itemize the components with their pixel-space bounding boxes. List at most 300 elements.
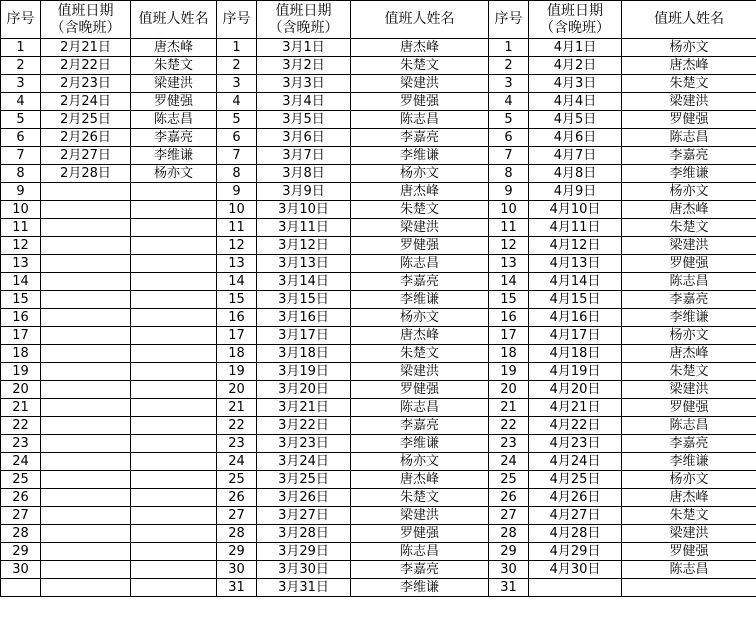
april-date-cell: 4月16日	[529, 309, 622, 327]
february-index-cell: 18	[1, 345, 41, 363]
april-date-cell: 4月7日	[529, 147, 622, 165]
february-date-cell	[41, 525, 131, 543]
april-index-cell: 25	[489, 471, 529, 489]
header-date-text: 值班日期 （含晚班）	[268, 2, 339, 36]
february-index-cell: 26	[1, 489, 41, 507]
april-index-cell: 15	[489, 291, 529, 309]
table-row	[1, 255, 756, 273]
table-row	[1, 237, 756, 255]
march-index-cell: 4	[217, 93, 257, 111]
header-date-apr	[529, 1, 622, 39]
april-name-cell: 朱楚文	[622, 363, 756, 381]
february-index-cell: 8	[1, 165, 41, 183]
march-name-cell: 李维谦	[351, 147, 489, 165]
february-index-cell: 6	[1, 129, 41, 147]
table-row	[1, 471, 756, 489]
march-name-cell: 李嘉亮	[351, 273, 489, 291]
march-date-cell: 3月17日	[257, 327, 351, 345]
april-index-cell: 23	[489, 435, 529, 453]
april-date-cell: 4月25日	[529, 471, 622, 489]
march-date-cell: 3月7日	[257, 147, 351, 165]
february-name-cell: 唐杰峰	[131, 39, 217, 57]
february-name-cell: 陈志昌	[131, 111, 217, 129]
april-index-cell: 30	[489, 561, 529, 579]
march-index-cell: 21	[217, 399, 257, 417]
february-date-cell	[41, 453, 131, 471]
march-index-cell: 24	[217, 453, 257, 471]
february-index-cell: 12	[1, 237, 41, 255]
march-date-cell: 3月24日	[257, 453, 351, 471]
february-index-cell: 28	[1, 525, 41, 543]
february-name-cell	[131, 273, 217, 291]
march-index-cell: 17	[217, 327, 257, 345]
march-name-cell: 罗健强	[351, 93, 489, 111]
march-name-cell: 李维谦	[351, 435, 489, 453]
february-date-cell	[41, 471, 131, 489]
march-index-cell: 6	[217, 129, 257, 147]
february-name-cell	[131, 453, 217, 471]
april-name-cell: 杨亦文	[622, 327, 756, 345]
april-name-cell: 李维谦	[622, 309, 756, 327]
header-date-feb	[41, 1, 131, 39]
february-name-cell	[131, 525, 217, 543]
header-index-mar: 序号	[217, 1, 257, 39]
march-index-cell: 16	[217, 309, 257, 327]
april-date-cell: 4月6日	[529, 129, 622, 147]
april-name-cell: 朱楚文	[622, 507, 756, 525]
april-date-cell: 4月20日	[529, 381, 622, 399]
february-index-cell: 29	[1, 543, 41, 561]
february-name-cell	[131, 237, 217, 255]
march-name-cell: 梁建洪	[351, 507, 489, 525]
march-index-cell: 19	[217, 363, 257, 381]
march-index-cell: 23	[217, 435, 257, 453]
march-name-cell: 朱楚文	[351, 345, 489, 363]
march-date-cell: 3月15日	[257, 291, 351, 309]
february-index-cell: 16	[1, 309, 41, 327]
february-date-cell: 2月25日	[41, 111, 131, 129]
february-name-cell	[131, 507, 217, 525]
february-date-cell	[41, 201, 131, 219]
february-index-cell: 21	[1, 399, 41, 417]
february-date-cell: 2月22日	[41, 57, 131, 75]
february-name-cell: 李维谦	[131, 147, 217, 165]
april-name-cell: 唐杰峰	[622, 201, 756, 219]
february-name-cell	[131, 201, 217, 219]
april-name-cell: 杨亦文	[622, 471, 756, 489]
february-index-cell: 10	[1, 201, 41, 219]
february-name-cell	[131, 381, 217, 399]
april-name-cell: 李嘉亮	[622, 147, 756, 165]
march-index-cell: 12	[217, 237, 257, 255]
table-row	[1, 489, 756, 507]
march-name-cell: 朱楚文	[351, 201, 489, 219]
table-row	[1, 363, 756, 381]
table-row	[1, 129, 756, 147]
table-row	[1, 579, 756, 597]
february-name-cell: 朱楚文	[131, 57, 217, 75]
february-date-cell	[41, 489, 131, 507]
february-index-cell: 7	[1, 147, 41, 165]
table-row	[1, 525, 756, 543]
april-index-cell: 9	[489, 183, 529, 201]
table-row	[1, 201, 756, 219]
february-index-cell: 15	[1, 291, 41, 309]
table-row	[1, 453, 756, 471]
february-index-cell: 25	[1, 471, 41, 489]
table-row	[1, 507, 756, 525]
table-row	[1, 327, 756, 345]
march-date-cell: 3月16日	[257, 309, 351, 327]
table-row	[1, 291, 756, 309]
april-date-cell: 4月22日	[529, 417, 622, 435]
march-date-cell: 3月20日	[257, 381, 351, 399]
april-name-cell: 朱楚文	[622, 219, 756, 237]
february-date-cell	[41, 561, 131, 579]
march-index-cell: 2	[217, 57, 257, 75]
march-name-cell: 梁建洪	[351, 219, 489, 237]
april-name-cell: 李维谦	[622, 165, 756, 183]
february-index-cell: 19	[1, 363, 41, 381]
february-date-cell: 2月23日	[41, 75, 131, 93]
february-index-cell: 2	[1, 57, 41, 75]
february-index-cell: 30	[1, 561, 41, 579]
march-index-cell: 10	[217, 201, 257, 219]
april-index-cell: 21	[489, 399, 529, 417]
march-date-cell: 3月27日	[257, 507, 351, 525]
february-name-cell: 杨亦文	[131, 165, 217, 183]
april-date-cell: 4月12日	[529, 237, 622, 255]
february-name-cell: 梁建洪	[131, 75, 217, 93]
february-date-cell	[41, 183, 131, 201]
april-name-cell	[622, 579, 756, 597]
february-date-cell	[41, 327, 131, 345]
april-index-cell: 20	[489, 381, 529, 399]
header-index-apr: 序号	[489, 1, 529, 39]
march-index-cell: 13	[217, 255, 257, 273]
march-index-cell: 1	[217, 39, 257, 57]
roster-body	[1, 39, 756, 597]
february-index-cell: 17	[1, 327, 41, 345]
march-name-cell: 梁建洪	[351, 75, 489, 93]
table-row	[1, 543, 756, 561]
april-index-cell: 4	[489, 93, 529, 111]
april-index-cell: 22	[489, 417, 529, 435]
april-date-cell: 4月4日	[529, 93, 622, 111]
april-name-cell: 梁建洪	[622, 525, 756, 543]
march-index-cell: 31	[217, 579, 257, 597]
february-date-cell	[41, 255, 131, 273]
april-name-cell: 杨亦文	[622, 183, 756, 201]
april-name-cell: 陈志昌	[622, 417, 756, 435]
march-name-cell: 李嘉亮	[351, 417, 489, 435]
february-index-cell: 23	[1, 435, 41, 453]
february-name-cell	[131, 543, 217, 561]
header-date-text: 值班日期 （含晚班）	[540, 2, 610, 36]
april-name-cell: 梁建洪	[622, 93, 756, 111]
april-name-cell: 罗健强	[622, 399, 756, 417]
february-name-cell	[131, 363, 217, 381]
february-date-cell	[41, 363, 131, 381]
february-name-cell	[131, 417, 217, 435]
april-date-cell: 4月15日	[529, 291, 622, 309]
april-index-cell: 31	[489, 579, 529, 597]
march-name-cell: 唐杰峰	[351, 327, 489, 345]
march-name-cell: 朱楚文	[351, 57, 489, 75]
march-name-cell: 朱楚文	[351, 489, 489, 507]
april-date-cell: 4月29日	[529, 543, 622, 561]
march-name-cell: 杨亦文	[351, 165, 489, 183]
february-index-cell: 4	[1, 93, 41, 111]
april-index-cell: 11	[489, 219, 529, 237]
march-index-cell: 28	[217, 525, 257, 543]
february-name-cell	[131, 471, 217, 489]
april-index-cell: 1	[489, 39, 529, 57]
header-index-feb: 序号	[1, 1, 41, 39]
march-name-cell: 陈志昌	[351, 543, 489, 561]
february-index-cell: 14	[1, 273, 41, 291]
april-name-cell: 朱楚文	[622, 75, 756, 93]
february-index-cell: 27	[1, 507, 41, 525]
table-row	[1, 147, 756, 165]
april-date-cell: 4月11日	[529, 219, 622, 237]
april-date-cell: 4月5日	[529, 111, 622, 129]
march-date-cell: 3月1日	[257, 39, 351, 57]
april-date-cell: 4月23日	[529, 435, 622, 453]
table-row	[1, 345, 756, 363]
april-date-cell: 4月14日	[529, 273, 622, 291]
april-name-cell: 陈志昌	[622, 129, 756, 147]
february-date-cell: 2月21日	[41, 39, 131, 57]
april-index-cell: 29	[489, 543, 529, 561]
march-date-cell: 3月8日	[257, 165, 351, 183]
february-name-cell	[131, 183, 217, 201]
march-date-cell: 3月30日	[257, 561, 351, 579]
march-index-cell: 14	[217, 273, 257, 291]
table-row	[1, 399, 756, 417]
header-date-mar	[257, 1, 351, 39]
table-row	[1, 219, 756, 237]
february-index-cell: 20	[1, 381, 41, 399]
april-index-cell: 14	[489, 273, 529, 291]
april-name-cell: 唐杰峰	[622, 345, 756, 363]
april-index-cell: 10	[489, 201, 529, 219]
march-index-cell: 11	[217, 219, 257, 237]
table-row	[1, 417, 756, 435]
april-date-cell: 4月3日	[529, 75, 622, 93]
february-name-cell	[131, 561, 217, 579]
march-name-cell: 陈志昌	[351, 399, 489, 417]
march-date-cell: 3月31日	[257, 579, 351, 597]
april-index-cell: 24	[489, 453, 529, 471]
table-row	[1, 435, 756, 453]
table-row	[1, 75, 756, 93]
april-index-cell: 18	[489, 345, 529, 363]
april-index-cell: 5	[489, 111, 529, 129]
april-index-cell: 13	[489, 255, 529, 273]
april-index-cell: 7	[489, 147, 529, 165]
april-index-cell: 17	[489, 327, 529, 345]
april-index-cell: 8	[489, 165, 529, 183]
february-date-cell	[41, 291, 131, 309]
april-date-cell: 4月17日	[529, 327, 622, 345]
march-name-cell: 陈志昌	[351, 111, 489, 129]
march-date-cell: 3月19日	[257, 363, 351, 381]
april-name-cell: 罗健强	[622, 255, 756, 273]
april-name-cell: 唐杰峰	[622, 489, 756, 507]
march-date-cell: 3月9日	[257, 183, 351, 201]
april-index-cell: 12	[489, 237, 529, 255]
february-date-cell	[41, 237, 131, 255]
february-date-cell	[41, 273, 131, 291]
february-index-cell: 5	[1, 111, 41, 129]
february-date-cell	[41, 345, 131, 363]
april-name-cell: 杨亦文	[622, 39, 756, 57]
march-name-cell: 杨亦文	[351, 453, 489, 471]
march-index-cell: 15	[217, 291, 257, 309]
march-date-cell: 3月12日	[257, 237, 351, 255]
april-index-cell: 19	[489, 363, 529, 381]
header-name-apr: 值班人姓名	[622, 1, 756, 39]
april-date-cell: 4月13日	[529, 255, 622, 273]
april-index-cell: 6	[489, 129, 529, 147]
february-name-cell: 罗健强	[131, 93, 217, 111]
march-date-cell: 3月21日	[257, 399, 351, 417]
table-row	[1, 309, 756, 327]
header-name-mar: 值班人姓名	[351, 1, 489, 39]
february-date-cell	[41, 543, 131, 561]
february-index-cell: 22	[1, 417, 41, 435]
march-index-cell: 9	[217, 183, 257, 201]
april-date-cell: 4月1日	[529, 39, 622, 57]
february-name-cell	[131, 399, 217, 417]
march-index-cell: 27	[217, 507, 257, 525]
april-date-cell: 4月10日	[529, 201, 622, 219]
march-index-cell: 3	[217, 75, 257, 93]
header-row	[1, 1, 756, 39]
march-index-cell: 30	[217, 561, 257, 579]
table-row	[1, 273, 756, 291]
march-date-cell: 3月11日	[257, 219, 351, 237]
march-index-cell: 7	[217, 147, 257, 165]
february-name-cell: 李嘉亮	[131, 129, 217, 147]
march-name-cell: 李维谦	[351, 579, 489, 597]
march-name-cell: 唐杰峰	[351, 183, 489, 201]
march-date-cell: 3月14日	[257, 273, 351, 291]
february-name-cell	[131, 435, 217, 453]
table-row	[1, 561, 756, 579]
april-date-cell: 4月19日	[529, 363, 622, 381]
february-date-cell	[41, 435, 131, 453]
april-name-cell: 李维谦	[622, 453, 756, 471]
february-date-cell	[41, 219, 131, 237]
table-row	[1, 183, 756, 201]
march-name-cell: 唐杰峰	[351, 39, 489, 57]
april-date-cell: 4月21日	[529, 399, 622, 417]
table-row	[1, 111, 756, 129]
february-index-cell: 1	[1, 39, 41, 57]
table-row	[1, 39, 756, 57]
april-index-cell: 16	[489, 309, 529, 327]
february-date-cell: 2月24日	[41, 93, 131, 111]
march-date-cell: 3月13日	[257, 255, 351, 273]
february-index-cell: 11	[1, 219, 41, 237]
april-date-cell: 4月2日	[529, 57, 622, 75]
march-name-cell: 杨亦文	[351, 309, 489, 327]
march-name-cell: 李嘉亮	[351, 129, 489, 147]
april-date-cell: 4月27日	[529, 507, 622, 525]
march-name-cell: 李维谦	[351, 291, 489, 309]
march-name-cell: 罗健强	[351, 381, 489, 399]
april-index-cell: 28	[489, 525, 529, 543]
february-date-cell	[41, 507, 131, 525]
april-date-cell: 4月28日	[529, 525, 622, 543]
march-date-cell: 3月5日	[257, 111, 351, 129]
february-name-cell	[131, 255, 217, 273]
april-date-cell: 4月24日	[529, 453, 622, 471]
april-name-cell: 李嘉亮	[622, 435, 756, 453]
february-index-cell	[1, 579, 41, 597]
february-index-cell: 9	[1, 183, 41, 201]
header-name-feb: 值班人姓名	[131, 1, 217, 39]
april-date-cell: 4月18日	[529, 345, 622, 363]
march-date-cell: 3月10日	[257, 201, 351, 219]
april-name-cell: 梁建洪	[622, 381, 756, 399]
february-date-cell	[41, 399, 131, 417]
march-index-cell: 20	[217, 381, 257, 399]
february-index-cell: 3	[1, 75, 41, 93]
april-date-cell	[529, 579, 622, 597]
february-name-cell	[131, 219, 217, 237]
february-name-cell	[131, 579, 217, 597]
february-date-cell: 2月27日	[41, 147, 131, 165]
table-row	[1, 381, 756, 399]
march-date-cell: 3月26日	[257, 489, 351, 507]
march-name-cell: 李嘉亮	[351, 561, 489, 579]
march-index-cell: 5	[217, 111, 257, 129]
april-index-cell: 2	[489, 57, 529, 75]
march-date-cell: 3月28日	[257, 525, 351, 543]
april-name-cell: 唐杰峰	[622, 57, 756, 75]
march-name-cell: 梁建洪	[351, 363, 489, 381]
march-index-cell: 25	[217, 471, 257, 489]
april-index-cell: 26	[489, 489, 529, 507]
february-date-cell	[41, 417, 131, 435]
header-date-text: 值班日期 （含晚班）	[50, 2, 121, 36]
february-name-cell	[131, 345, 217, 363]
april-date-cell: 4月8日	[529, 165, 622, 183]
march-date-cell: 3月2日	[257, 57, 351, 75]
march-date-cell: 3月25日	[257, 471, 351, 489]
april-name-cell: 罗健强	[622, 111, 756, 129]
april-name-cell: 罗健强	[622, 543, 756, 561]
march-name-cell: 陈志昌	[351, 255, 489, 273]
february-date-cell	[41, 381, 131, 399]
table-row	[1, 93, 756, 111]
april-name-cell: 陈志昌	[622, 561, 756, 579]
march-date-cell: 3月22日	[257, 417, 351, 435]
march-date-cell: 3月29日	[257, 543, 351, 561]
february-name-cell	[131, 291, 217, 309]
march-date-cell: 3月6日	[257, 129, 351, 147]
march-name-cell: 罗健强	[351, 525, 489, 543]
april-date-cell: 4月26日	[529, 489, 622, 507]
april-name-cell: 陈志昌	[622, 273, 756, 291]
table-row	[1, 165, 756, 183]
february-date-cell	[41, 309, 131, 327]
march-index-cell: 26	[217, 489, 257, 507]
march-date-cell: 3月3日	[257, 75, 351, 93]
